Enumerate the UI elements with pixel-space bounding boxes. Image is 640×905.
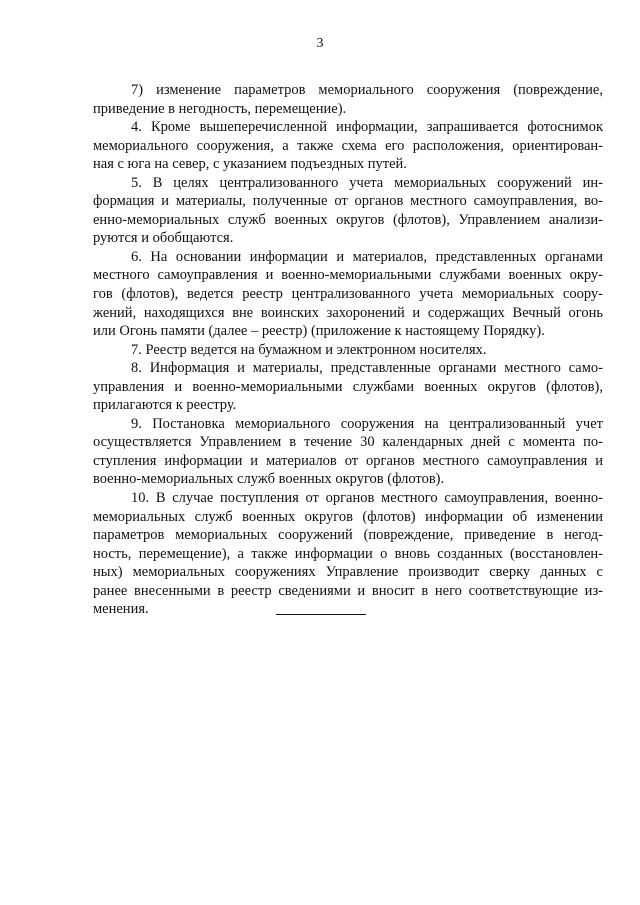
paragraph-line: осуществляется Управлением в течение 30 календарных дней с момента по- (93, 434, 603, 451)
paragraph-line: мемориального сооружения, а также схема его расположения, ориентирован- (93, 137, 603, 154)
paragraph-line: ранее внесенными в реестр сведениями и вносит в него соответствующие из- (93, 582, 603, 599)
paragraph (93, 341, 603, 360)
paragraph (93, 415, 603, 489)
paragraph-line: 7) изменение параметров мемориального сооружения (повреждение, (131, 82, 603, 98)
paragraph-line: мемориальных служб военных округов (флотов) информации об изменении (93, 508, 603, 525)
paragraph-line: руются и обобщаются. (93, 230, 234, 247)
paragraph-line: 10. В случае поступления от органов местного самоуправления, военно- (131, 490, 603, 507)
paragraph-line: 6. На основании информации и материалов, представленных органами (131, 248, 603, 265)
paragraph-line: параметров мемориальных сооружений (повреждение, приведение в негод- (93, 527, 603, 544)
paragraph (93, 118, 603, 174)
paragraph-line: управления и военно-мемориальными службами военных округов (флотов), (93, 378, 603, 395)
paragraph (93, 489, 603, 619)
paragraph (93, 359, 603, 415)
paragraph (93, 174, 603, 248)
paragraph-line: енно-мемориальных служб военных округов (флотов), Управлением анализи- (93, 211, 603, 228)
paragraph-line: 9. Постановка мемориального сооружения на централизованный учет (131, 415, 603, 432)
page-number: 3 (316, 36, 324, 51)
paragraph-line: жений, находящихся вне воинских захоронений и содержащих Вечный огонь (93, 304, 603, 321)
paragraph-line: или Огонь памяти (далее – реестр) (приложение к настоящему Порядку). (93, 323, 545, 340)
paragraph-line: 7. Реестр ведется на бумажном и электронном носителях. (131, 341, 487, 358)
paragraph-line: ная с юга на север, с указанием подъездных путей. (93, 156, 407, 173)
paragraph-line: 5. В целях централизованного учета мемориальных сооружений ин- (131, 174, 603, 191)
paragraph-line: прилагаются к реестру. (93, 397, 237, 414)
end-divider-line (276, 614, 366, 615)
paragraph-line: 4. Кроме вышеперечисленной информации, запрашивается фотоснимок (131, 119, 603, 136)
paragraph-line: местного самоуправления и военно-мемориальными службами военных окру- (93, 267, 603, 284)
paragraph (93, 248, 603, 341)
paragraph-line: ступления информации и материалов от органов местного самоуправления и (93, 452, 603, 469)
paragraph-line: гов (флотов), ведется реестр централизованного учета мемориальных соору- (93, 286, 603, 303)
document-body (93, 81, 603, 619)
paragraph-line: ность, перемещение), а также информации о вновь созданных (восстановлен- (93, 545, 603, 562)
paragraph (93, 81, 603, 118)
paragraph-line: формация и материалы, полученные от органов местного самоуправления, во- (93, 193, 603, 210)
paragraph-line: менения. (93, 601, 149, 618)
paragraph-line: военно-мемориальных служб военных округов (флотов). (93, 471, 445, 488)
paragraph-line: 8. Информация и материалы, представленные органами местного само- (131, 360, 603, 377)
paragraph-line: приведение в негодность, перемещение). (93, 100, 347, 117)
paragraph-line: ных) мемориальных сооружениях Управление производит сверку данных с (93, 564, 603, 581)
